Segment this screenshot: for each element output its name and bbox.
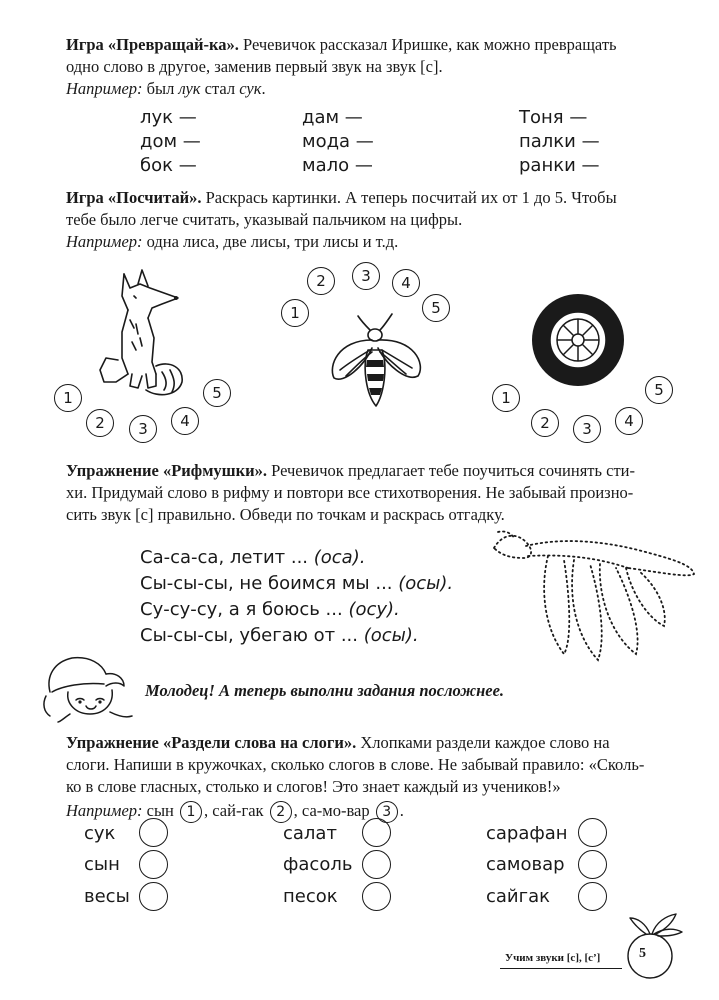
word-item: мода —: [302, 131, 374, 152]
number-circle: 4: [171, 407, 199, 435]
example-word: сын: [142, 801, 179, 820]
number-circle: 2: [86, 409, 114, 437]
word-item: палки —: [519, 131, 600, 152]
syllable-word: сын: [84, 854, 120, 875]
number-circle: 5: [422, 294, 450, 322]
number-circle: 2: [531, 409, 559, 437]
game2-example: [66, 231, 696, 253]
answer-circle[interactable]: [578, 818, 607, 847]
footer-rule: [500, 968, 622, 969]
poem-text: Сы-сы-сы, не боимся мы ...: [140, 573, 399, 594]
example-circle: 2: [270, 801, 292, 823]
rhyme-text-3: сить звук [с] правильно. Обведи по точкам и раскрась отгадку.: [66, 505, 505, 524]
footer-label: Учим звуки [с], [с’]: [505, 952, 601, 964]
game1-text: Речевичок рассказал Иришке, как можно превращать: [238, 35, 617, 54]
answer-circle[interactable]: [139, 882, 168, 911]
example-text: .: [261, 79, 266, 98]
poem-answer: (оса).: [313, 547, 366, 568]
number-circle: 5: [203, 379, 231, 407]
poem-line: [140, 597, 453, 623]
number-circle: 3: [129, 415, 157, 443]
game1-column-2: [302, 106, 374, 178]
poem-text: Са-са-са, летит ...: [140, 547, 314, 568]
example-label: Например:: [66, 801, 143, 820]
syllable-word: салат: [283, 823, 337, 844]
rhyme-title: Упражнение «Рифмушки».: [66, 461, 268, 480]
number-circle: 5: [645, 376, 673, 404]
word-item: мало —: [302, 155, 373, 176]
game1-column-3: [519, 106, 600, 178]
syllables-text-3: ко в слове гласных, столько и слогов! Это знает каждый из учеников!»: [66, 777, 561, 796]
syllables-text: Хлопками раздели каждое слово на: [356, 733, 610, 752]
answer-circle[interactable]: [139, 818, 168, 847]
syllable-word: сайгак: [486, 886, 550, 907]
poem-answer: (осу).: [348, 599, 400, 620]
praise-text: Молодец! А теперь выполни задания посложнее.: [145, 681, 505, 700]
game2-text-2: тебе было легче считать, указывай пальчиком на цифры.: [66, 210, 463, 229]
syllables-paragraph: [66, 732, 706, 823]
answer-circle[interactable]: [578, 882, 607, 911]
answer-circle[interactable]: [139, 850, 168, 879]
syllable-word: фасоль: [283, 854, 353, 875]
wheel-picture: [530, 292, 626, 388]
example-word: .: [399, 801, 404, 820]
syllables-example: [66, 800, 706, 823]
game1-text-2: одно слово в другое, заменив первый звук на звук [с].: [66, 57, 443, 76]
number-circle: 3: [352, 262, 380, 290]
syllables-text-2: слоги. Напиши в кружочках, сколько слогов в слове. Не забывай правило: «Сколь-: [66, 755, 645, 774]
word-item: лук —: [140, 107, 197, 128]
number-circle: 4: [615, 407, 643, 435]
example-text: одна лиса, две лисы, три лисы и т.д.: [142, 232, 399, 251]
syllables-title: Упражнение «Раздели слова на слоги».: [66, 733, 357, 752]
word-item: бок —: [140, 155, 197, 176]
syllable-word: весы: [84, 886, 130, 907]
number-circle: 1: [281, 299, 309, 327]
example-text: был: [142, 79, 179, 98]
example-word: лук: [178, 79, 201, 98]
number-circle: 3: [573, 415, 601, 443]
poem-answer: (осы).: [398, 573, 454, 594]
syllable-word: сук: [84, 823, 116, 844]
gnome-icon: [40, 652, 136, 724]
game2-title: Игра «Посчитай».: [66, 188, 202, 207]
game1-paragraph: [66, 34, 696, 100]
poem-text: Су-су-су, а я боюсь ...: [140, 599, 349, 620]
word-item: ранки —: [519, 155, 600, 176]
example-word: , сай-гак: [204, 801, 268, 820]
syllable-word: самовар: [486, 854, 565, 875]
fox-picture: [92, 262, 192, 412]
game2-text: Раскрась картинки. А теперь посчитай их от 1 до 5. Чтобы: [201, 188, 617, 207]
answer-circle[interactable]: [362, 818, 391, 847]
example-word: сук: [239, 79, 262, 98]
answer-circle[interactable]: [578, 850, 607, 879]
poem-line: [140, 545, 453, 571]
word-item: дам —: [302, 107, 363, 128]
syllable-word: песок: [283, 886, 338, 907]
example-label: Например:: [66, 79, 143, 98]
bee-picture: [322, 310, 430, 412]
word-item: дом —: [140, 131, 201, 152]
rhyme-paragraph: [66, 460, 706, 526]
example-circle: 1: [180, 801, 202, 823]
game1-column-1: [140, 106, 201, 178]
poem-line: [140, 623, 453, 649]
number-circle: 2: [307, 267, 335, 295]
poem-line: [140, 571, 453, 597]
example-word: , са-мо-вар: [293, 801, 374, 820]
poem-text: Сы-сы-сы, убегаю от ...: [140, 625, 364, 646]
number-circle: 1: [54, 384, 82, 412]
game1-title: Игра «Превращай-ка».: [66, 35, 239, 54]
word-item: Тоня —: [519, 107, 588, 128]
example-text: стал: [200, 79, 240, 98]
poem-answer: (осы).: [363, 625, 419, 646]
example-circle: 3: [376, 801, 398, 823]
game2-paragraph: [66, 187, 696, 253]
answer-circle[interactable]: [362, 882, 391, 911]
page-number-badge: [622, 910, 686, 982]
number-circle: 4: [392, 269, 420, 297]
rhyme-poem: [140, 545, 453, 649]
syllable-word: сарафан: [486, 823, 568, 844]
answer-circle[interactable]: [362, 850, 391, 879]
rhyme-text-2: хи. Придумай слово в рифму и повтори все стихотворения. Не забывай произно-: [66, 483, 634, 502]
rhyme-text: Речевичок предлагает тебе поучиться сочинять сти-: [267, 461, 636, 480]
page-number: 5: [639, 946, 646, 961]
number-circle: 1: [492, 384, 520, 412]
dotted-wasp-picture: [488, 528, 698, 678]
example-label: Например:: [66, 232, 143, 251]
game1-example: [66, 78, 696, 100]
